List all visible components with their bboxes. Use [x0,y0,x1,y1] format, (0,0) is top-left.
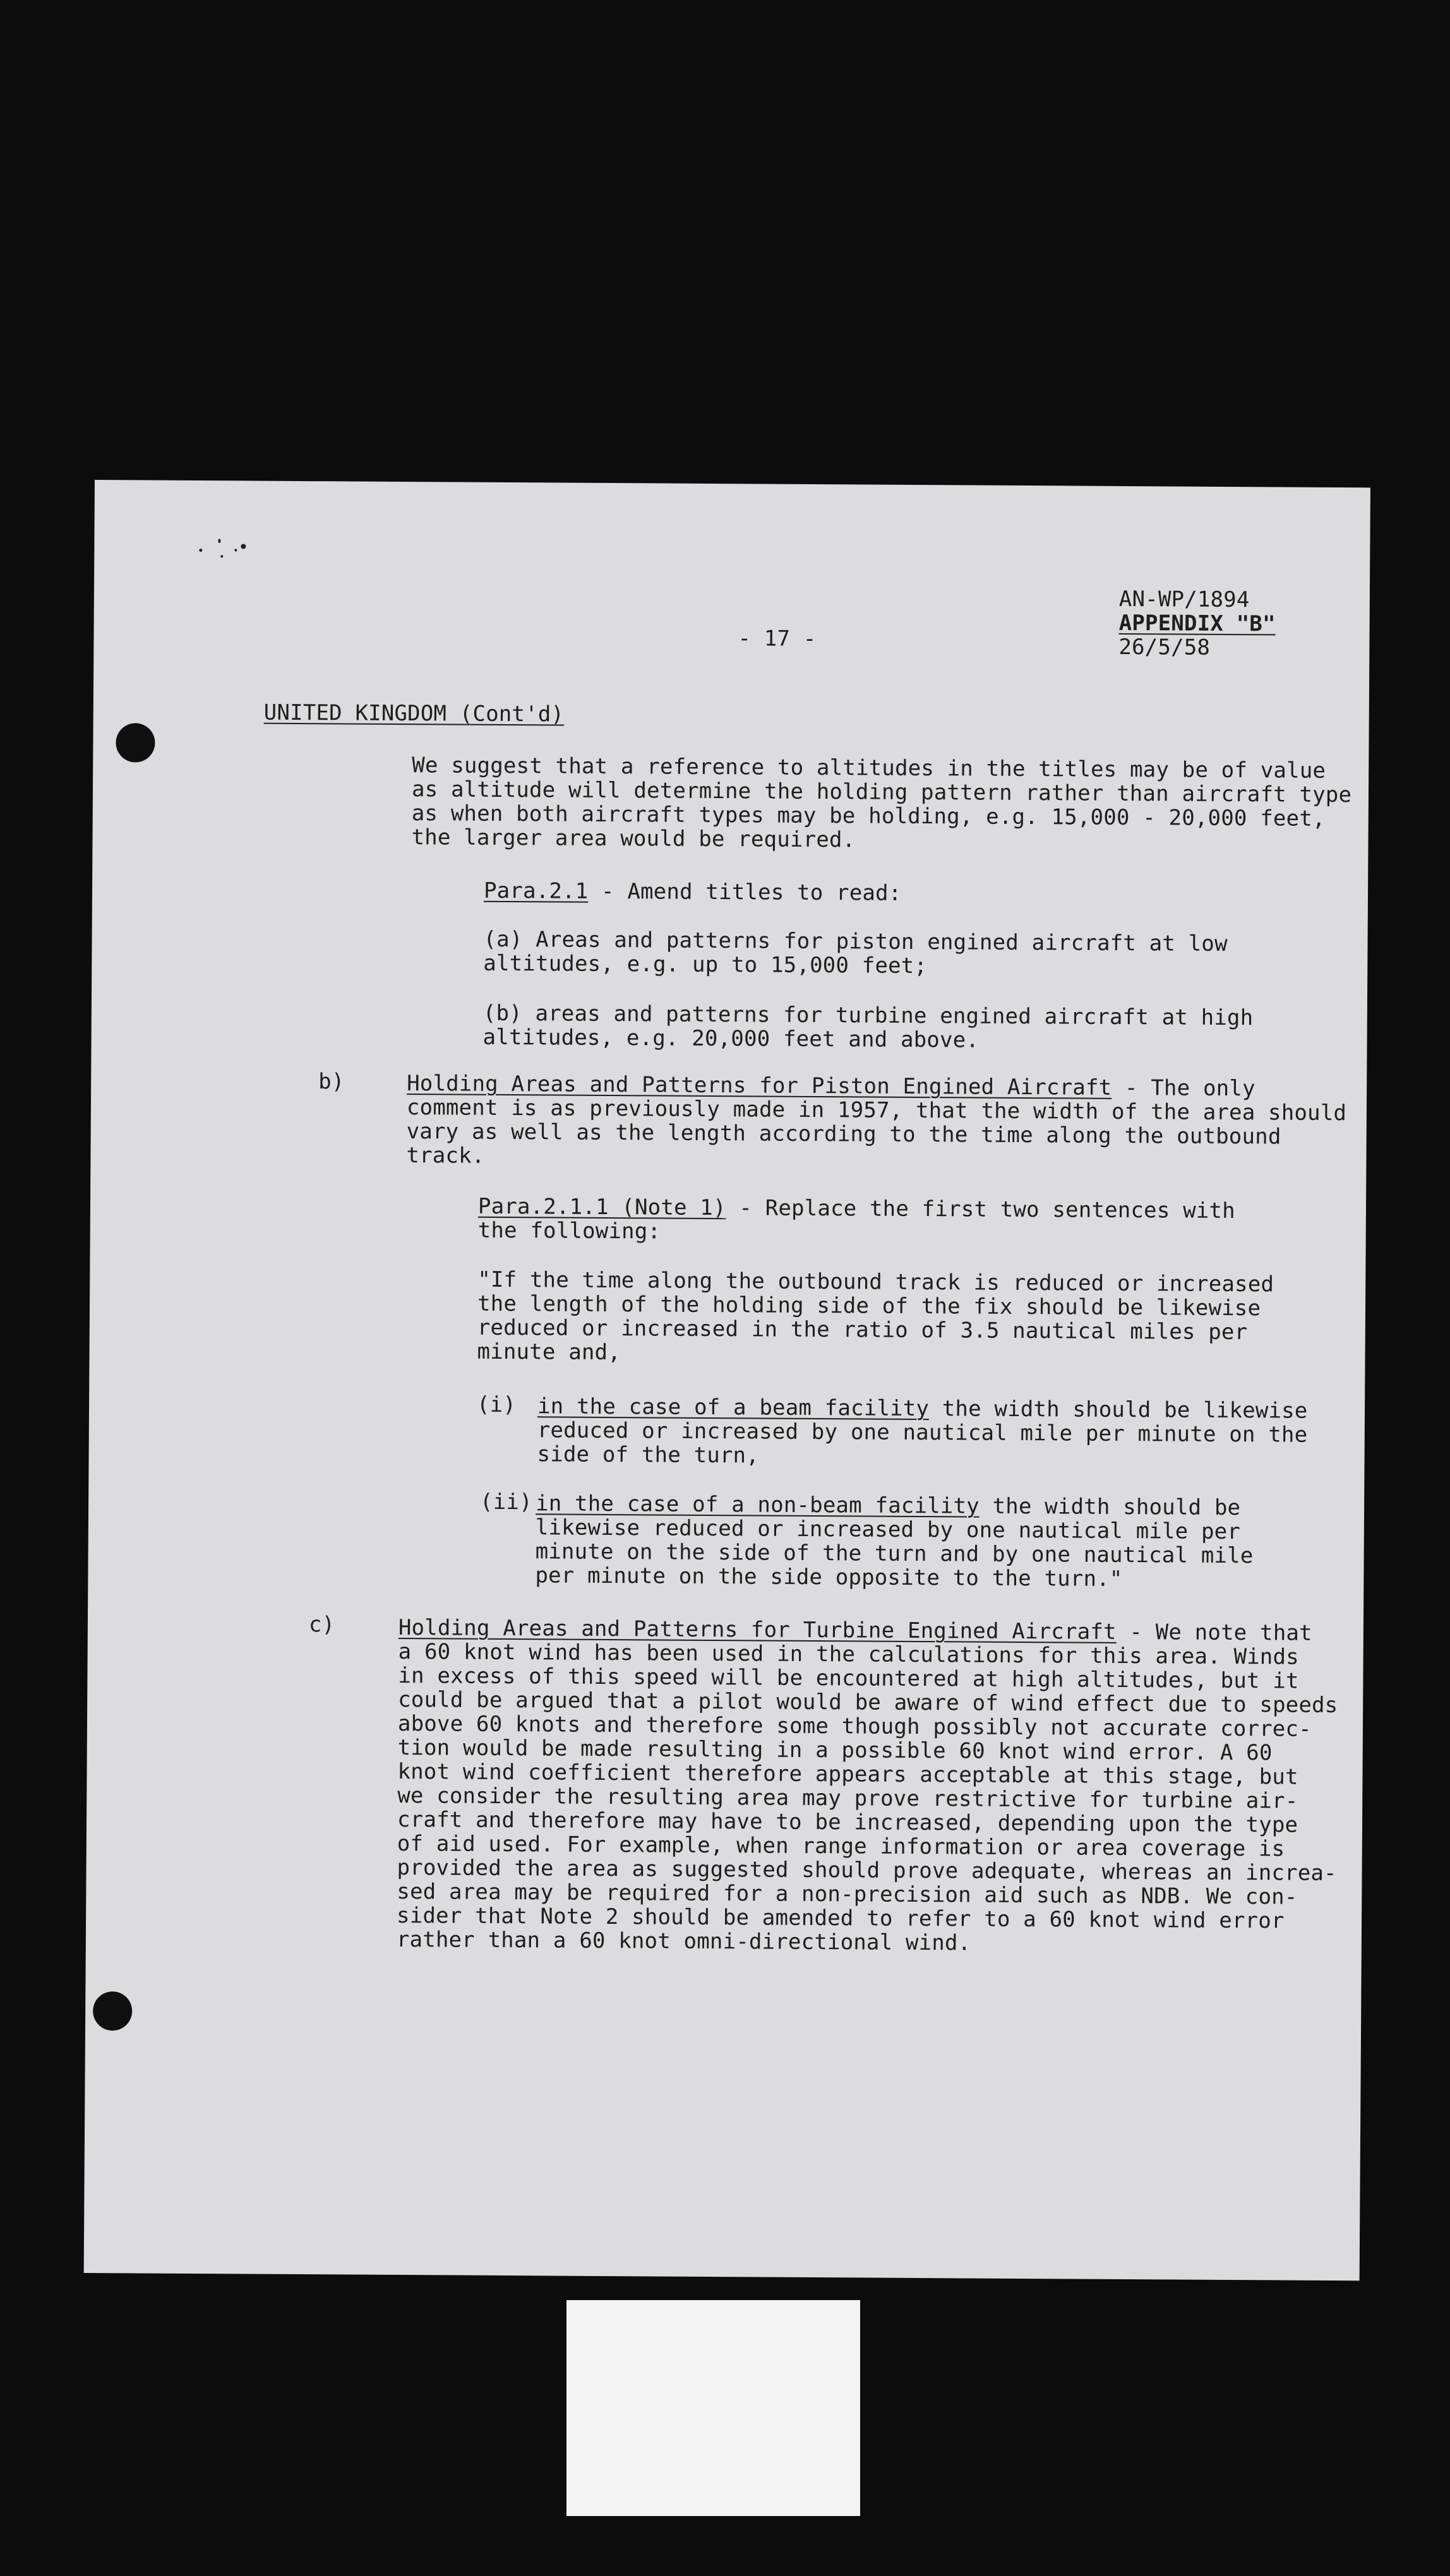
appendix-label: APPENDIX "B" [1118,610,1276,637]
intro-line: We suggest that a reference to altitudes in the titles may be of value [412,753,1326,784]
sub-i-underlined: in the case of a beam facility [537,1393,930,1422]
item-b-first-rest: - The only [1111,1075,1255,1102]
item-b-line: comment is as previously made in 1957, that the width of the area should [406,1095,1347,1126]
sub-i-marker: (i) [476,1392,517,1418]
ink-speck [241,544,246,549]
item-c-line: a 60 knot wind has been used in the calculations for this area. Winds [398,1638,1299,1670]
item-b-marker: b) [318,1069,345,1095]
item-c-line: sider that Note 2 should be amended to refer to a 60 knot wind error [396,1902,1285,1934]
doc-reference: AN-WP/1894 [1118,586,1250,613]
para-2-1-a-line: altitudes, e.g. up to 15,000 feet; [483,950,928,979]
item-b-line: track. [406,1143,485,1169]
blank-label-slip [566,2300,860,2516]
quote-line: minute and, [477,1339,621,1366]
ink-speck [199,549,202,552]
para-2-1-1-line2: the following: [477,1217,661,1244]
intro-line: the larger area would be required. [411,825,856,853]
punch-hole-top [116,723,155,762]
sub-ii-rest: the width should be [979,1493,1241,1521]
item-c-line: craft and therefore may have to be increased, depending upon the type [397,1806,1298,1838]
item-c-line: of aid used. For example, when range information or area coverage is [397,1830,1285,1862]
punch-hole-bottom [93,1991,132,2030]
item-c-line: tion would be made resulting in a possible 60 knot wind error. A 60 [397,1734,1273,1766]
item-c-line: sed area may be required for a non-precision aid such as NDB. We con- [397,1878,1298,1910]
sub-ii-line: minute on the side of the turn and by one nautical mile [535,1539,1254,1569]
intro-line: as altitude will determine the holding pattern rather than aircraft type [411,777,1352,808]
para-2-1-text: - Amend titles to read: [588,878,902,906]
sub-ii-marker: (ii) [480,1489,532,1515]
item-b-heading: Holding Areas and Patterns for Piston Engined Aircraft [407,1071,1112,1100]
item-c-line: rather than a 60 knot omni-directional wind. [396,1926,971,1956]
para-2-1-a-line: (a) Areas and patterns for piston engined aircraft at low [483,926,1228,957]
ink-speck [234,549,237,551]
item-c-marker: c) [308,1612,335,1638]
ink-speck [218,539,220,543]
sub-ii-underlined: in the case of a non-beam facility [535,1491,980,1519]
quote-line: the length of the holding side of the fix should be likewise [477,1291,1261,1321]
quote-line: reduced or increased in the ratio of 3.5 nautical miles per [477,1315,1248,1345]
item-c-first-rest: - We note that [1116,1619,1312,1646]
sub-i-line: reduced or increased by one nautical mile per minute on the [537,1417,1308,1448]
para-2-1-b-line: altitudes, e.g. 20,000 feet and above. [482,1024,980,1053]
sub-i-rest: the width should be likewise [929,1396,1308,1424]
sub-i-line: side of the turn, [537,1441,760,1469]
item-c-line: knot wind coefficient therefore appears acceptable at this stage, but [397,1758,1298,1790]
item-c-line: we consider the resulting area may prove restrictive for turbine air- [397,1782,1298,1814]
para-2-1-1-text: - Replace the first two sentences with [726,1195,1235,1224]
item-c-line: could be argued that a pilot would be aware of wind effect due to speeds [398,1686,1338,1719]
item-b-line: vary as well as the length according to the time along the outbound [406,1119,1281,1150]
item-c-line: above 60 knots and therefore some though possibly not accurate correc- [397,1710,1312,1742]
intro-line: as when both aircraft types may be holding, e.g. 15,000 - 20,000 feet, [411,801,1326,832]
sub-ii-line: per minute on the side opposite to the turn." [535,1563,1123,1592]
document-page [84,480,1370,2281]
item-c-line: provided the area as suggested should prove adequate, whereas an increa- [397,1854,1337,1887]
para-2-1-label: Para.2.1 [483,878,589,904]
item-c-line: in excess of this speed will be encountered at high altitudes, but it [398,1662,1299,1694]
para-2-1 [484,879,902,905]
sub-ii-line: likewise reduced or increased by one nautical mile per [535,1515,1241,1545]
quote-line: "If the time along the outbound track is reduced or increased [477,1267,1274,1297]
item-c-heading: Holding Areas and Patterns for Turbine Engined Aircraft [398,1614,1117,1645]
section-title: UNITED KINGDOM (Cont'd) [263,700,565,727]
page-number: - 17 - [738,626,817,652]
doc-date: 26/5/58 [1118,634,1211,660]
ink-speck [220,555,223,558]
para-2-1-1-label: Para.2.1.1 (Note 1) [477,1193,726,1221]
para-2-1-b-line: (b) areas and patterns for turbine engined aircraft at high [482,1000,1254,1031]
